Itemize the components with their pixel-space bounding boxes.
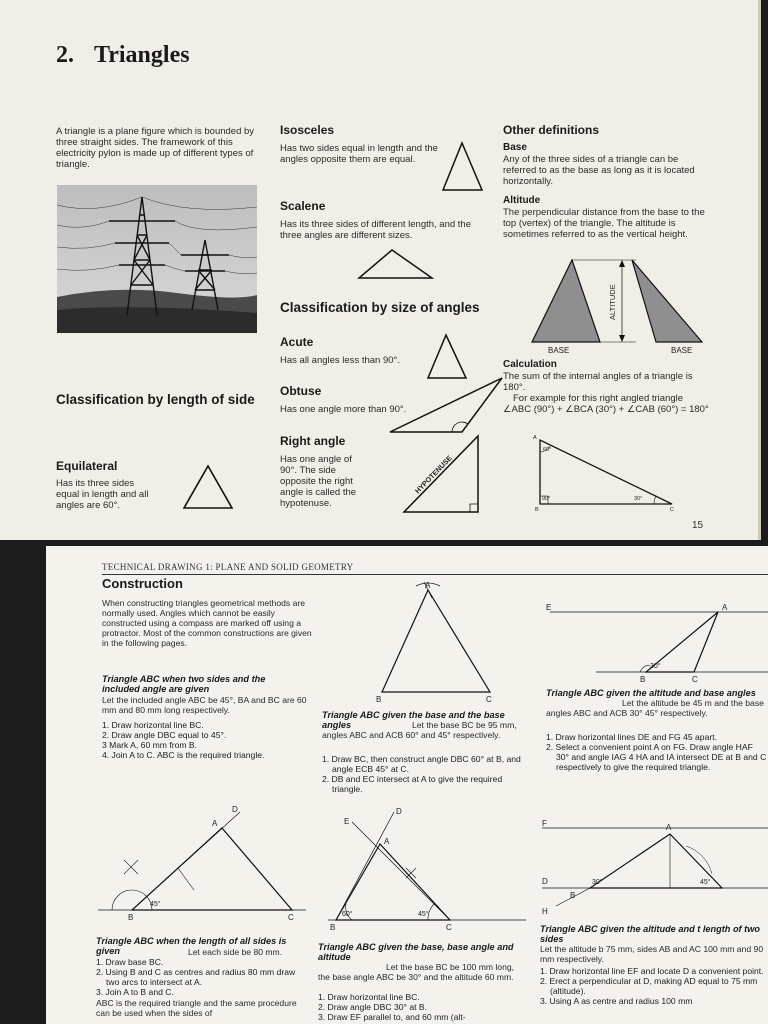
scalene-text: Has its three sides of different length, and the three angles are different sizes. [280, 219, 471, 241]
c2-caption: Triangle ABC given the base and the base angles [322, 710, 505, 730]
equilateral-text: Has its three sides equal in length and all angles are 60°. [56, 478, 149, 511]
point-c-label: C [670, 507, 674, 512]
altitude-heading: Altitude [503, 195, 541, 206]
obtuse-text: Has one angle more than 90°. [280, 404, 407, 415]
acute-heading: Acute [280, 335, 314, 349]
c5-angle-60: 60° [342, 911, 353, 918]
c4-label-d: D [232, 805, 238, 814]
c1-step: 2. Draw angle DBC equal to 45°. [102, 730, 227, 740]
running-head: TECHNICAL DRAWING 1: PLANE AND SOLID GEOMETRY [102, 562, 354, 572]
c5-base-angles-figure [322, 804, 532, 934]
c2-label-a: A [425, 581, 431, 590]
angle-c-label: 30° [634, 496, 643, 502]
c6-caption: Triangle ABC given the altitude and t length of two sides [540, 924, 760, 944]
base-label-left: BASE [548, 346, 570, 355]
intro-text: A triangle is a plane figure which is bounded by three straight sides. The framework of this electricity pylon is made up of different types of triangle. [56, 126, 255, 170]
construction-text: When constructing triangles geometrical methods are normally used. Angles which cannot be easily constructed using a compass are marked off using a protractor. Most of the common constructions are given in the following pages. [102, 598, 312, 648]
construction-heading: Construction [102, 576, 183, 591]
hypotenuse-label: HYPOTENUSE [412, 453, 454, 496]
point-a-label: A [533, 435, 537, 441]
pylon-photo [57, 185, 257, 333]
c1-step: 1. Draw horizontal line BC. [102, 720, 204, 730]
other-definitions-heading: Other definitions [503, 123, 599, 137]
c5-caption: Triangle ABC given the base, base angle and altitude [318, 942, 514, 962]
c4-label-b: B [128, 913, 134, 922]
c5-step: 2. Draw angle DBC 30° at B. [318, 1002, 427, 1012]
base-heading: Base [503, 142, 527, 153]
c6-label-f: F [542, 819, 547, 828]
isosceles-triangle-figure [440, 140, 486, 194]
isosceles-text: Has two sides equal in length and the angles opposite them are equal. [280, 143, 438, 165]
c4-step: 2. Using B and C as centres and radius 80 mm draw two arcs to intersect at A. [96, 967, 296, 987]
c6-step: 2. Erect a perpendicular at D, making AD equal to 75 mm (altitude). [540, 976, 758, 996]
c4-caption: Triangle ABC when the length of all sides is given [96, 936, 287, 956]
c2-equilateral-figure [362, 576, 542, 706]
equilateral-triangle-figure [180, 462, 236, 512]
c6-label-h: H [542, 907, 548, 916]
c6-label-d: D [542, 877, 548, 886]
c2-lead: Let the base BC be 95 mm, angles ABC and ACB 60° and 45° respectively. [322, 720, 517, 740]
base-altitude-figure [506, 256, 718, 356]
c5-lead: Let the base BC be 100 mm long, the base angle ABC be 30° and the altitude 60 mm. [318, 962, 515, 982]
c2-label-c: C [486, 695, 492, 704]
right-angle-text: Has one angle of 90°. The side opposite the right angle is called the hypotenuse. [280, 454, 357, 509]
c5-steps [318, 992, 528, 1022]
point-b-label: B [535, 507, 539, 512]
c3-label-a: A [722, 603, 728, 612]
c3-label-b: B [640, 675, 646, 684]
c3-altitude-figure [546, 602, 768, 686]
angle-b-label: 90° [542, 496, 551, 502]
equilateral-heading: Equilateral [56, 459, 118, 473]
c5-angle-45: 45° [418, 911, 429, 918]
c3-label-e: E [546, 603, 552, 612]
obtuse-heading: Obtuse [280, 384, 322, 398]
c4-steps [96, 957, 306, 997]
chapter-title: Triangles [94, 42, 190, 68]
c4-label-c: C [288, 913, 294, 922]
c6-altitude-sides-figure [536, 816, 768, 920]
angle-a-label: 60° [543, 447, 552, 453]
c6-step: 1. Draw horizontal line EF and locate D a convenient point. [540, 966, 764, 976]
c5-label-d: D [396, 807, 402, 816]
c6-lead: Let the altitude b 75 mm, sides AB and AC 100 mm and 90 mm respectively. [540, 944, 764, 964]
c2-step: 1. Draw BC, then construct angle DBC 60° at B, and angle ECB 45° at C. [322, 754, 521, 774]
c1-step: 3 Mark A, 60 mm from B. [102, 740, 198, 750]
c6-step: 3. Using A as centre and radius 100 mm [540, 996, 693, 1006]
c4-step: 3. Join A to B and C. [96, 987, 174, 997]
c5-label-b: B [330, 923, 336, 932]
altitude-label: ALTITUDE [608, 284, 617, 320]
base-text: Any of the three sides of a triangle can be referred to as the base as long as it is located horizontally. [503, 154, 695, 187]
c5-step: 1. Draw horizontal line BC. [318, 992, 420, 1002]
c5-label-c: C [446, 923, 452, 932]
class-size-heading: Classification by size of angles [280, 300, 480, 315]
c3-step: 1. Draw horizontal lines DE and FG 45 apart. [546, 732, 718, 742]
c4-sss-figure [94, 798, 314, 928]
c6-angle-45: 45° [700, 879, 711, 886]
c3-step: 2. Select a convenient point A on FG. Draw angle HAF 30° and angle IAG 4 HA and IA intersect DE at B and C respectively to give the required triangle. [546, 742, 767, 772]
scalene-triangle-figure [356, 246, 436, 282]
c1-caption: Triangle ABC when two sides and the included angle are given [102, 674, 266, 694]
c4-angle-45: 45° [150, 901, 161, 908]
c4-tail: ABC is the required triangle and the same procedure can be used when the sides of [96, 998, 297, 1018]
c4-step: 1. Draw base BC. [96, 957, 164, 967]
c6-label-b: B [570, 891, 576, 900]
c1-step: 4. Join A to C. ABC is the required triangle. [102, 750, 265, 760]
c3-angle-30: 30° [650, 663, 661, 670]
c2-step: 2. DB and EC intersect at A to give the required triangle. [322, 774, 503, 794]
c5-label-e: E [344, 817, 350, 826]
chapter-heading [56, 42, 190, 69]
c3-caption: Triangle ABC given the altitude and base angles [546, 688, 756, 698]
c6-angle-30: 30° [592, 879, 603, 886]
isosceles-heading: Isosceles [280, 123, 335, 137]
chapter-number: 2. [56, 42, 74, 68]
c3-steps [546, 732, 768, 772]
c1-lead: Let the included angle ABC be 45°, BA and BC are 60 mm and 80 mm long respectively. [102, 695, 307, 715]
c5-label-a: A [384, 837, 390, 846]
right-angle-heading: Right angle [280, 434, 346, 448]
page-number: 15 [692, 520, 704, 531]
c6-label-a: A [666, 823, 672, 832]
right-triangle-calculation-figure [530, 432, 680, 512]
calculation-heading: Calculation [503, 359, 557, 370]
scalene-heading: Scalene [280, 199, 326, 213]
c2-steps [322, 754, 530, 794]
c3-label-c: C [692, 675, 698, 684]
class-length-heading: Classification by length of side [56, 392, 255, 407]
c4-lead: Let each side be 80 mm. [188, 947, 283, 957]
c3-lead: Let the altitude be 45 m and the base angles ABC and ACB 30° 45° respectively. [546, 698, 764, 718]
c1-steps [102, 720, 312, 760]
altitude-text: The perpendicular distance from the base to the top (vertex) of the triangle. The altitude is sometimes referred to as the vertical height. [503, 207, 705, 240]
c4-label-a: A [212, 819, 218, 828]
c5-step: 3. Draw EF parallel to, and 60 mm (alt- [318, 1012, 466, 1022]
obtuse-triangle-figure [386, 374, 506, 436]
calculation-text-2: For example for this right angled triangle ∠ABC (90°) + ∠BCA (30°) + ∠CAB (60°) = 180° [503, 393, 709, 415]
acute-text: Has all angles less than 90°. [280, 355, 400, 366]
calculation-text-1: The sum of the internal angles of a triangle is 180°. [503, 371, 693, 393]
running-head-rule [102, 574, 768, 575]
c2-label-b: B [376, 695, 382, 704]
c6-steps [540, 966, 768, 1006]
base-label-right: BASE [671, 346, 693, 355]
bottom-page [46, 546, 768, 1024]
right-angle-triangle-figure [398, 432, 494, 516]
